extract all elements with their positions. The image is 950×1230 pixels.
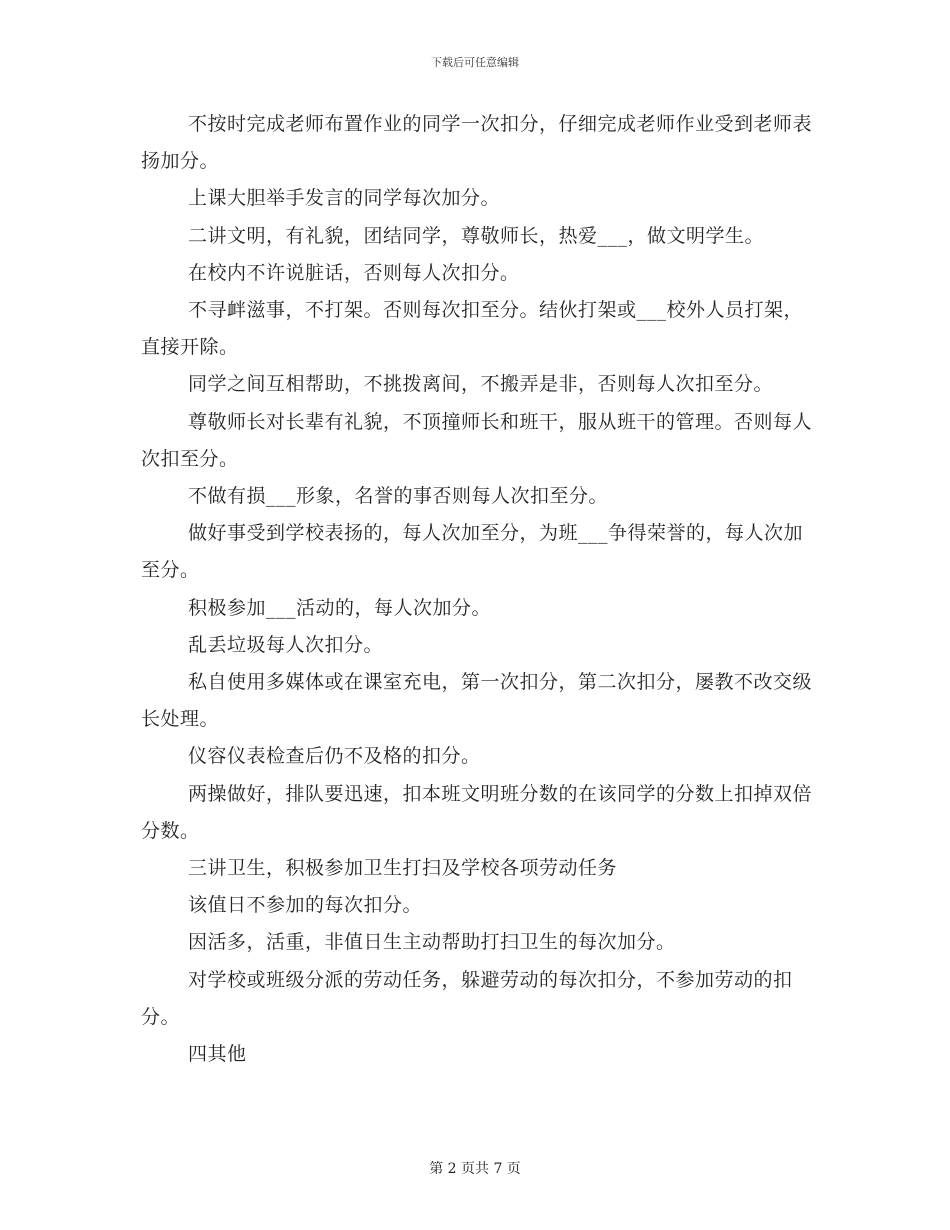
paragraph: 同学之间互相帮助，不挑拨离间，不搬弄是非，否则每人次扣至分。 [188,373,774,396]
paragraph: 积极参加___活动的，每人次加分。 [188,596,492,619]
paragraph: 乱丢垃圾每人次扣分。 [188,633,384,656]
document-body [141,106,821,1073]
paragraph: 不按时完成老师布置作业的同学一次扣分，仔细完成老师作业受到老师表扬加分。 [141,113,813,173]
paragraph: 对学校或班级分派的劳动任务，躲避劳动的每次扣分，不参加劳动的扣分。 [141,968,793,1028]
paragraph: 不寻衅滋事，不打架。否则每次扣至分。结伙打架或___校外人员打架，直接开除。 [141,299,804,359]
paragraph: 做好事受到学校表扬的，每人次加至分，为班___争得荣誉的，每人次加至分。 [141,522,804,582]
paragraph: 因活多，活重，非值日生主动帮助打扫卫生的每次加分。 [188,931,676,954]
page-header: 下载后可任意编辑 [431,56,519,69]
paragraph: 不做有损___形象，名誉的事否则每人次扣至分。 [188,485,609,508]
paragraph: 尊敬师长对长辈有礼貌，不顶撞师长和班干，服从班干的管理。否则每人次扣至分。 [141,410,813,470]
paragraph: 二讲文明，有礼貌，团结同学，尊敬师长，热爱___，做文明学生。 [188,224,765,247]
paragraph: 两操做好，排队要迅速，扣本班文明班分数的在该同学的分数上扣掉双倍分数。 [141,782,813,842]
paragraph: 四其他 [188,1043,247,1066]
paragraph: 仪容仪表检查后仍不及格的扣分。 [188,745,481,768]
paragraph: 在校内不许说脏话，否则每人次扣分。 [188,261,520,284]
page-footer: 第 2 页共 7 页 [429,1161,521,1177]
paragraph: 上课大胆举手发言的同学每次加分。 [188,187,501,210]
paragraph: 该值日不参加的每次扣分。 [188,894,423,917]
paragraph: 三讲卫生，积极参加卫生打扫及学校各项劳动任务 [188,857,618,880]
paragraph: 私自使用多媒体或在课室充电，第一次扣分，第二次扣分，屡教不改交级长处理。 [141,671,813,731]
